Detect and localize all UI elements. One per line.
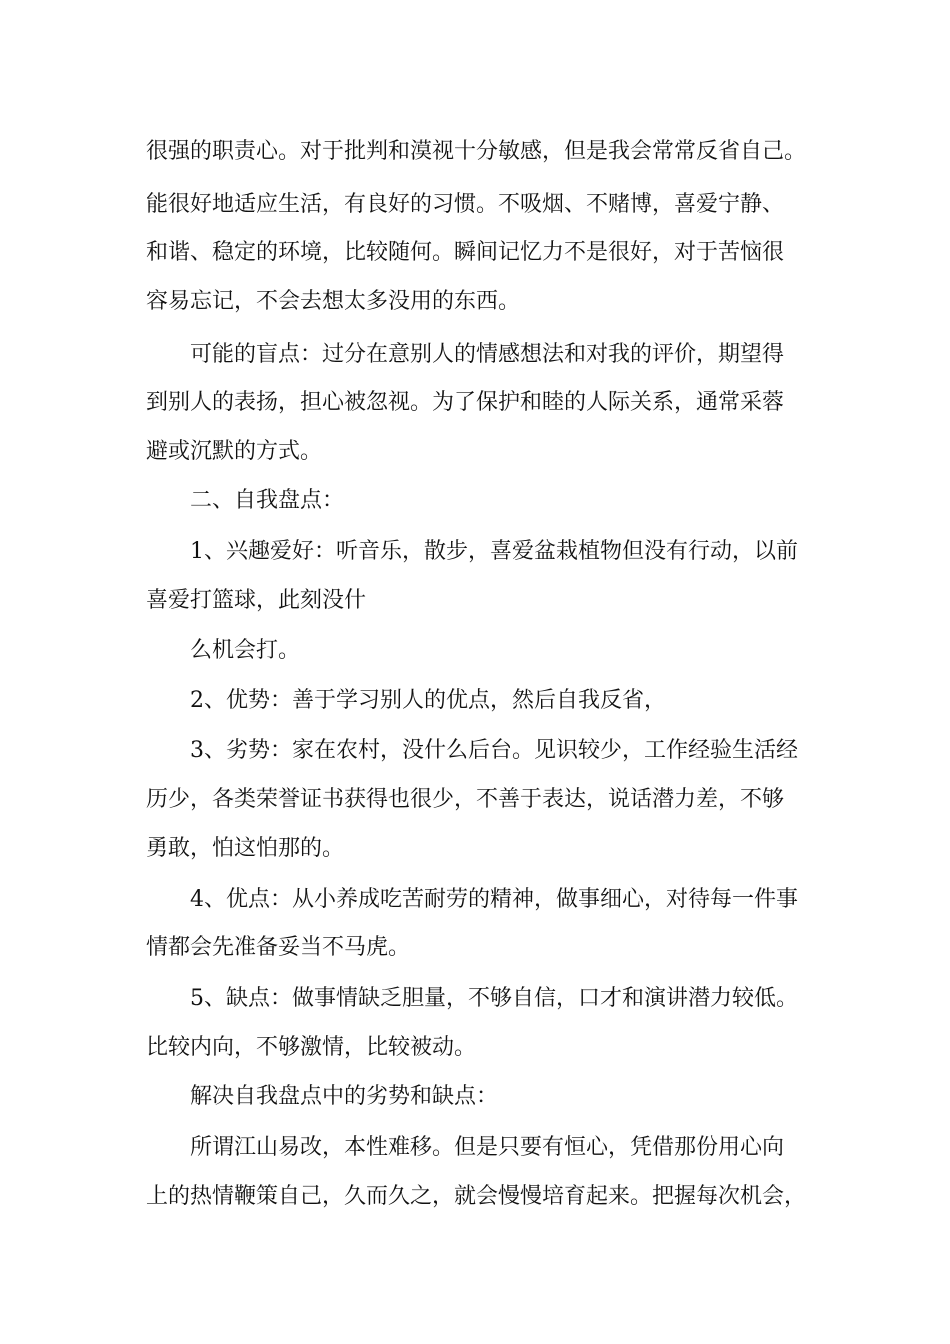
text-line-7: 避或沉默的方式。: [146, 439, 323, 464]
text-line-10: 喜爱打篮球，此刻没什: [146, 588, 367, 613]
text-line-12: 2、优势：善于学习别人的优点，然后自我反省，: [190, 688, 666, 713]
text-line-9: 1、兴趣爱好：听音乐，散步，喜爱盆栽植物但没有行动，以前: [190, 539, 798, 564]
text-line-6: 到别人的表扬，担心被忽视。为了保护和睦的人际关系，通常采蓉: [146, 390, 785, 415]
text-line-11: 么机会打。: [190, 638, 301, 663]
text-line-5: 可能的盲点：过分在意别人的情感想法和对我的评价，期望得: [190, 342, 785, 367]
text-line-16: 4、优点：从小养成吃苦耐劳的精神，做事细心，对待每一件事: [190, 887, 798, 912]
text-line-2: 能很好地适应生活，有良好的习惯。不吸烟、不赌博，喜爱宁静、: [146, 192, 785, 217]
text-line-17: 情都会先准备妥当不马虎。: [146, 935, 411, 960]
text-line-14: 历少，各类荣誉证书获得也很少，不善于表达，说话潜力差，不够: [146, 787, 785, 812]
text-line-19: 比较内向，不够激情，比较被动。: [146, 1035, 477, 1060]
text-line-4: 容易忘记，不会去想太多没用的东西。: [146, 289, 521, 314]
text-line-3: 和谐、稳定的环境，比较随何。瞬间记忆力不是很好，对于苦恼很: [146, 240, 785, 265]
text-line-20: 解决自我盘点中的劣势和缺点：: [190, 1084, 499, 1109]
text-line-22: 上的热情鞭策自己，久而久之，就会慢慢培育起来。把握每次机会，: [146, 1184, 807, 1209]
text-line-13: 3、劣势：家在农村，没什么后台。见识较少，工作经验生活经: [190, 738, 798, 763]
text-line-1: 很强的职责心。对于批判和漠视十分敏感，但是我会常常反省自己。: [146, 139, 807, 164]
text-line-21: 所谓江山易改，本性难移。但是只要有恒心，凭借那份用心向: [190, 1135, 785, 1160]
text-line-18: 5、缺点：做事情缺乏胆量，不够自信，口才和演讲潜力较低。: [190, 986, 798, 1011]
text-line-15: 勇敢，怕这怕那的。: [146, 836, 345, 861]
section-heading: 二、自我盘点：: [190, 488, 345, 513]
